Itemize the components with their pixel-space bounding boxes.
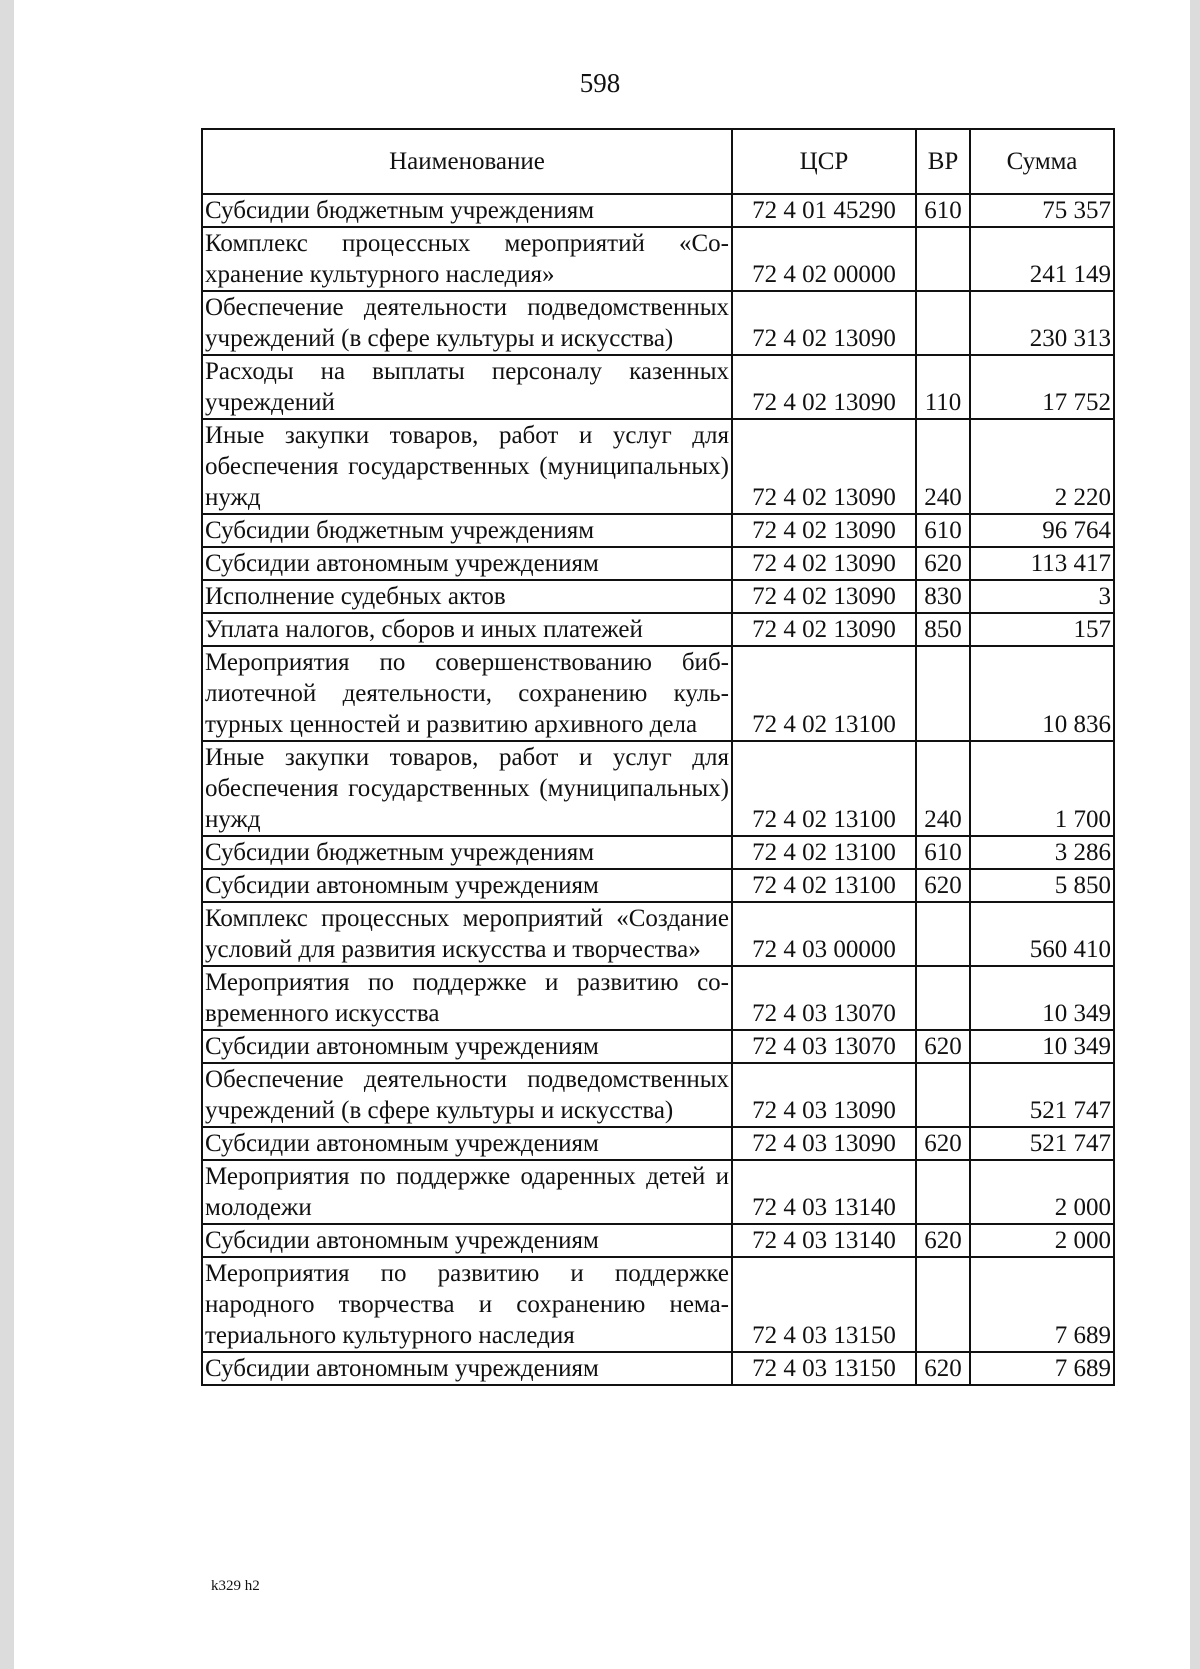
row-vr: 610 xyxy=(916,514,970,547)
budget-table xyxy=(201,128,1115,1386)
table-row xyxy=(202,514,1114,547)
row-vr: 620 xyxy=(916,1224,970,1257)
row-csr: 72 4 02 13090 xyxy=(732,291,916,355)
row-vr xyxy=(916,291,970,355)
header-csr: ЦСР xyxy=(732,129,916,194)
page-number: 598 xyxy=(579,68,621,98)
row-csr: 72 4 02 13090 xyxy=(732,613,916,646)
row-csr: 72 4 03 13070 xyxy=(732,966,916,1030)
table-row xyxy=(202,966,1114,1030)
table-row xyxy=(202,1063,1114,1127)
row-sum: 157 xyxy=(970,613,1114,646)
table-row xyxy=(202,355,1114,419)
row-sum: 5 850 xyxy=(970,869,1114,902)
row-csr: 72 4 02 13090 xyxy=(732,514,916,547)
row-name: Субсидии бюджетным учреждениям xyxy=(202,514,732,547)
row-name: Субсидии автономным учреждениям xyxy=(202,869,732,902)
table-row xyxy=(202,580,1114,613)
table-row xyxy=(202,646,1114,741)
row-sum: 10 349 xyxy=(970,1030,1114,1063)
table-row xyxy=(202,1224,1114,1257)
row-csr: 72 4 02 00000 xyxy=(732,227,916,291)
row-csr: 72 4 03 13150 xyxy=(732,1352,916,1385)
row-sum: 241 149 xyxy=(970,227,1114,291)
row-name: Комплекс процессных мероприятий «Сохранение культурного наследия» xyxy=(202,227,732,291)
row-name: Уплата налогов, сборов и иных платежей xyxy=(202,613,732,646)
row-vr xyxy=(916,1063,970,1127)
row-name: Субсидии автономным учреждениям xyxy=(202,547,732,580)
row-vr: 620 xyxy=(916,1127,970,1160)
row-sum: 521 747 xyxy=(970,1063,1114,1127)
row-sum: 113 417 xyxy=(970,547,1114,580)
row-csr: 72 4 02 13100 xyxy=(732,646,916,741)
scan-shadow-left xyxy=(0,0,14,1669)
table-body xyxy=(202,194,1114,1385)
row-vr xyxy=(916,1160,970,1224)
table-row xyxy=(202,836,1114,869)
row-sum: 521 747 xyxy=(970,1127,1114,1160)
row-name: Исполнение судебных актов xyxy=(202,580,732,613)
footer-code: k329 h2 xyxy=(211,1578,260,1594)
row-csr: 72 4 03 13150 xyxy=(732,1257,916,1352)
row-vr: 610 xyxy=(916,194,970,227)
row-vr: 620 xyxy=(916,1030,970,1063)
row-vr xyxy=(916,966,970,1030)
row-vr: 830 xyxy=(916,580,970,613)
row-name: Иные закупки товаров, работ и услуг для обеспечения государственных (муниципальных) нужд xyxy=(202,741,732,836)
table-row xyxy=(202,613,1114,646)
row-vr: 620 xyxy=(916,547,970,580)
row-csr: 72 4 01 45290 xyxy=(732,194,916,227)
row-csr: 72 4 03 00000 xyxy=(732,902,916,966)
row-vr xyxy=(916,1257,970,1352)
row-sum: 1 700 xyxy=(970,741,1114,836)
row-csr: 72 4 03 13140 xyxy=(732,1160,916,1224)
row-sum: 3 286 xyxy=(970,836,1114,869)
row-csr: 72 4 02 13100 xyxy=(732,836,916,869)
row-vr: 620 xyxy=(916,1352,970,1385)
row-vr: 240 xyxy=(916,419,970,514)
row-csr: 72 4 02 13090 xyxy=(732,580,916,613)
row-name: Комплекс процессных мероприятий «Создание условий для развития искусства и творчества» xyxy=(202,902,732,966)
row-vr xyxy=(916,646,970,741)
table-header-row xyxy=(202,129,1114,194)
table-row xyxy=(202,1160,1114,1224)
row-vr: 110 xyxy=(916,355,970,419)
table-row xyxy=(202,1257,1114,1352)
row-vr: 610 xyxy=(916,836,970,869)
row-sum: 230 313 xyxy=(970,291,1114,355)
row-sum: 560 410 xyxy=(970,902,1114,966)
table-row xyxy=(202,1030,1114,1063)
row-sum: 7 689 xyxy=(970,1352,1114,1385)
header-vr: ВР xyxy=(916,129,970,194)
row-vr: 240 xyxy=(916,741,970,836)
row-sum: 10 349 xyxy=(970,966,1114,1030)
row-csr: 72 4 02 13100 xyxy=(732,869,916,902)
row-csr: 72 4 02 13090 xyxy=(732,355,916,419)
row-name: Обеспечение деятельности подведомственных учреждений (в сфере культуры и искусства) xyxy=(202,1063,732,1127)
table-row xyxy=(202,194,1114,227)
row-name: Субсидии автономным учреждениям xyxy=(202,1224,732,1257)
row-name: Иные закупки товаров, работ и услуг для обеспечения государственных (муниципальных) нужд xyxy=(202,419,732,514)
row-name: Субсидии автономным учреждениям xyxy=(202,1030,732,1063)
header-name: Наименование xyxy=(202,129,732,194)
table-row xyxy=(202,741,1114,836)
row-sum: 2 220 xyxy=(970,419,1114,514)
row-csr: 72 4 02 13090 xyxy=(732,547,916,580)
row-name: Мероприятия по поддержке и развитию современного искусства xyxy=(202,966,732,1030)
row-sum: 3 xyxy=(970,580,1114,613)
row-sum: 96 764 xyxy=(970,514,1114,547)
row-csr: 72 4 03 13070 xyxy=(732,1030,916,1063)
row-name: Мероприятия по поддержке одаренных детей и молодежи xyxy=(202,1160,732,1224)
table-row xyxy=(202,869,1114,902)
table-row xyxy=(202,547,1114,580)
scan-shadow-right xyxy=(1190,0,1200,1669)
row-sum: 10 836 xyxy=(970,646,1114,741)
row-name: Субсидии автономным учреждениям xyxy=(202,1352,732,1385)
table-row xyxy=(202,1127,1114,1160)
row-vr xyxy=(916,227,970,291)
row-csr: 72 4 03 13140 xyxy=(732,1224,916,1257)
row-vr: 850 xyxy=(916,613,970,646)
row-sum: 75 357 xyxy=(970,194,1114,227)
row-sum: 2 000 xyxy=(970,1160,1114,1224)
row-sum: 2 000 xyxy=(970,1224,1114,1257)
row-csr: 72 4 02 13090 xyxy=(732,419,916,514)
row-vr xyxy=(916,902,970,966)
row-vr: 620 xyxy=(916,869,970,902)
row-csr: 72 4 02 13100 xyxy=(732,741,916,836)
row-name: Обеспечение деятельности подведомственных учреждений (в сфере культуры и искусства) xyxy=(202,291,732,355)
row-name: Расходы на выплаты персоналу казенных учреждений xyxy=(202,355,732,419)
table-row xyxy=(202,227,1114,291)
table-row xyxy=(202,291,1114,355)
header-sum: Сумма xyxy=(970,129,1114,194)
row-name: Мероприятия по развитию и поддержке народного творчества и сохранению нематериального культурного наследия xyxy=(202,1257,732,1352)
row-sum: 7 689 xyxy=(970,1257,1114,1352)
row-csr: 72 4 03 13090 xyxy=(732,1127,916,1160)
row-name: Субсидии бюджетным учреждениям xyxy=(202,836,732,869)
row-sum: 17 752 xyxy=(970,355,1114,419)
row-name: Субсидии автономным учреждениям xyxy=(202,1127,732,1160)
table-row xyxy=(202,419,1114,514)
table-row xyxy=(202,902,1114,966)
row-name: Мероприятия по совершенствованию библиотечной деятельности, сохранению культурных ценностей и развитию архивного дела xyxy=(202,646,732,741)
table-row xyxy=(202,1352,1114,1385)
row-name: Субсидии бюджетным учреждениям xyxy=(202,194,732,227)
row-csr: 72 4 03 13090 xyxy=(732,1063,916,1127)
